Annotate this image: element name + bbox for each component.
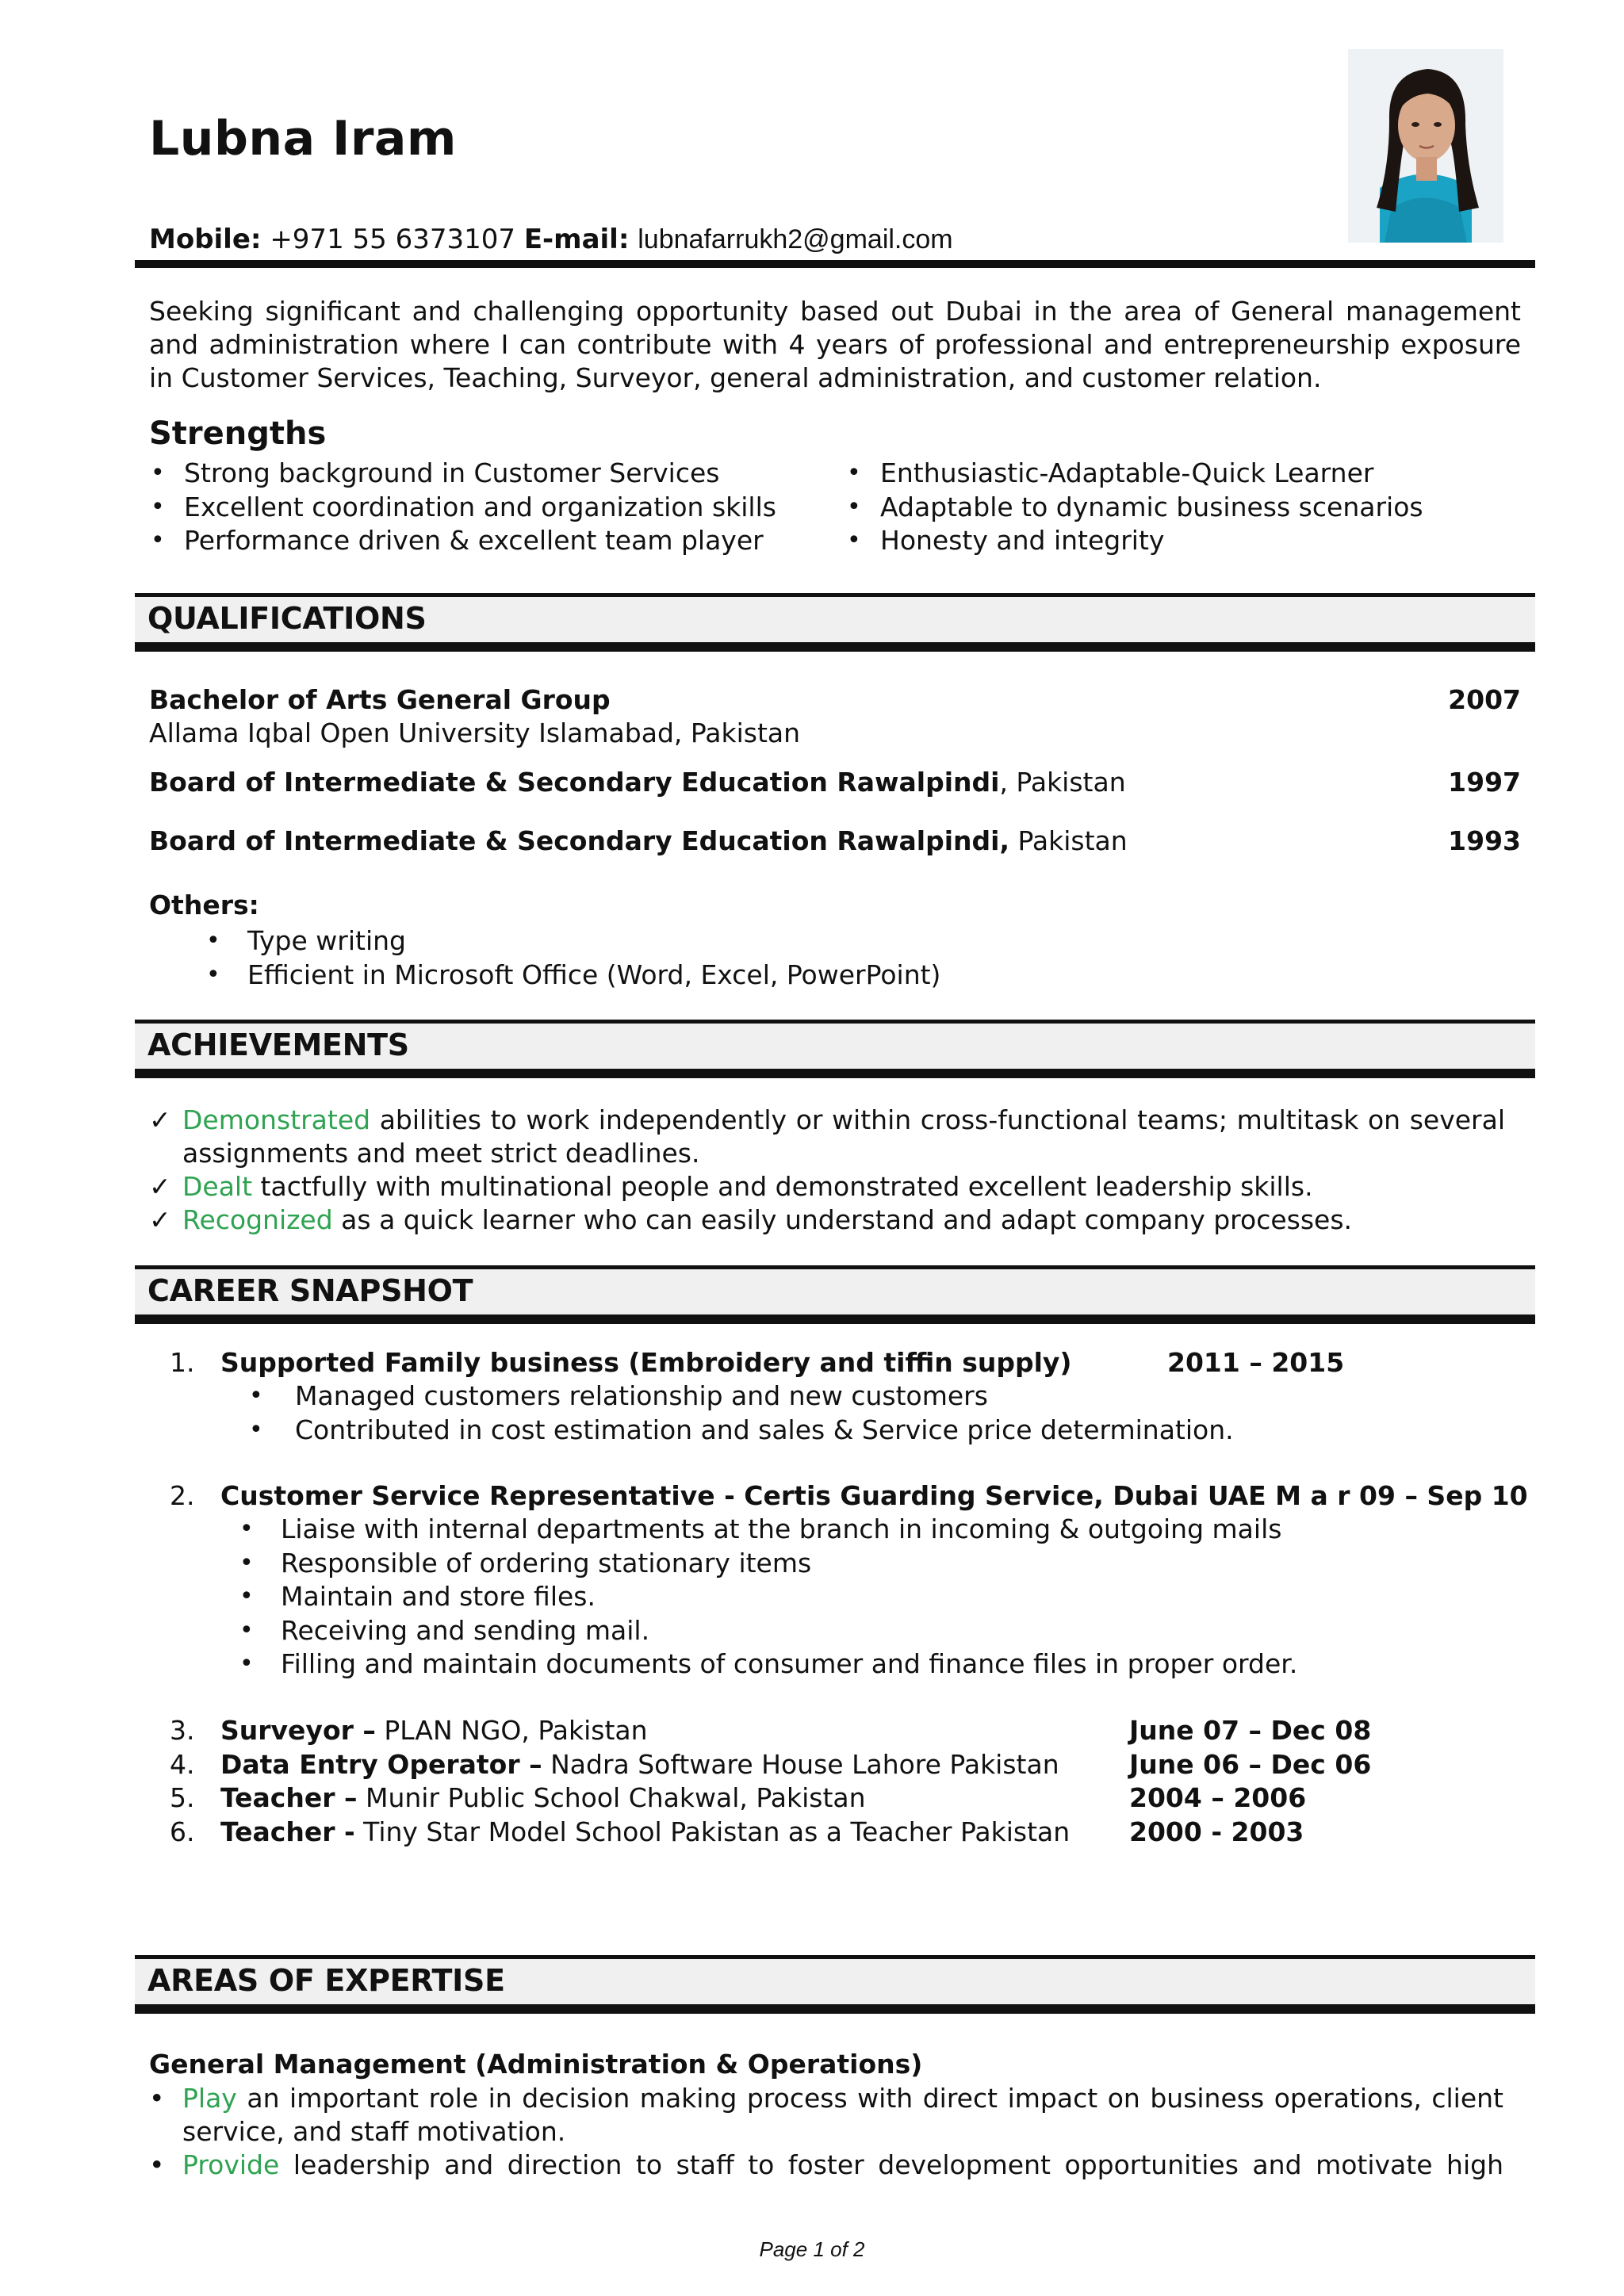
- section-title: AREAS OF EXPERTISE: [147, 1963, 505, 1998]
- job-number: 2.: [170, 1480, 195, 1511]
- bullet-icon: •: [847, 492, 861, 521]
- bullet-icon: •: [249, 1415, 263, 1444]
- section-title: QUALIFICATIONS: [147, 601, 427, 636]
- bullet-icon: •: [151, 492, 165, 521]
- job-title: Supported Family business (Embroidery and tiffin supply): [220, 1347, 1072, 1378]
- job-bullets: [249, 1380, 1234, 1447]
- checkmark-icon: ✓: [149, 1171, 171, 1202]
- email-address[interactable]: lubnafarrukh2@gmail.com: [638, 224, 953, 254]
- strengths-list-left: [151, 457, 776, 558]
- checkmark-icon: ✓: [149, 1204, 171, 1235]
- list-item: • Filling and maintain documents of consumer and finance files in proper order.: [281, 1647, 1297, 1682]
- bullet-icon: •: [206, 927, 220, 955]
- qualification-institution: Allama Iqbal Open University Islamabad, Pakistan: [149, 718, 801, 748]
- qualification-row: Board of Intermediate & Secondary Education Rawalpindi, Pakistan 1993: [149, 825, 1521, 856]
- bullet-icon: •: [206, 960, 220, 989]
- page-footer: Page 1 of 2: [759, 2237, 865, 2261]
- list-item: • Performance driven & excellent team player: [184, 524, 776, 558]
- profile-photo: [1348, 49, 1503, 243]
- list-item: • Maintain and store files.: [281, 1580, 1297, 1614]
- others-label: Others:: [149, 890, 259, 920]
- list-item: • Excellent coordination and organization skills: [184, 491, 776, 525]
- expertise-item: • Provide leadership and direction to staff to foster development opportunities and motivate high: [149, 2149, 1503, 2180]
- mobile-label: Mobile:: [149, 224, 262, 255]
- job-number: 1.: [170, 1347, 195, 1378]
- bullet-icon: •: [249, 1382, 263, 1410]
- achievements-header: [135, 1020, 1535, 1077]
- job-period: 2011 – 2015: [1167, 1347, 1345, 1378]
- list-item: • Managed customers relationship and new customers: [295, 1380, 1234, 1414]
- bullet-icon: •: [847, 459, 861, 487]
- contact-line: [149, 224, 953, 255]
- candidate-name: Lubna Iram: [149, 111, 457, 166]
- header-divider: [135, 260, 1535, 268]
- expertise-item: • Play an important role in decision making process with direct impact on business operations, client service, and staff motivation.: [149, 2083, 1503, 2147]
- list-item: • Adaptable to dynamic business scenarios: [880, 491, 1423, 525]
- strengths-list-right: [847, 457, 1423, 558]
- bullet-icon: •: [847, 526, 861, 554]
- list-item: • Liaise with internal departments at the branch in incoming & outgoing mails: [281, 1513, 1297, 1547]
- bullet-icon: •: [239, 1548, 254, 1577]
- others-list: [206, 924, 941, 992]
- qualifications-header: [135, 593, 1535, 650]
- bullet-icon: •: [149, 2149, 165, 2180]
- list-item: • Type writing: [247, 924, 940, 959]
- list-item: • Honesty and integrity: [880, 524, 1423, 558]
- achievement-item: ✓ Demonstrated abilities to work independently or within cross-functional teams; multitask on several assignments and meet strict deadlines.: [149, 1104, 1505, 1169]
- bullet-icon: •: [239, 1650, 254, 1678]
- strengths-heading: Strengths: [149, 415, 327, 452]
- list-item: • Receiving and sending mail.: [281, 1614, 1297, 1648]
- list-item: • Contributed in cost estimation and sales & Service price determination.: [295, 1414, 1234, 1448]
- bullet-icon: •: [151, 459, 165, 487]
- bullet-icon: •: [239, 1515, 254, 1543]
- list-item: • Efficient in Microsoft Office (Word, Excel, PowerPoint): [247, 959, 940, 993]
- list-item: • Responsible of ordering stationary items: [281, 1547, 1297, 1581]
- list-item: • Enthusiastic-Adaptable-Quick Learner: [880, 457, 1423, 491]
- bullet-icon: •: [149, 2083, 165, 2114]
- achievement-item: ✓ Dealt tactfully with multinational people and demonstrated excellent leadership skills.: [149, 1171, 1313, 1202]
- expertise-subtitle: General Management (Administration & Operations): [149, 2049, 923, 2080]
- checkmark-icon: ✓: [149, 1104, 171, 1135]
- objective-paragraph: Seeking significant and challenging opportunity based out Dubai in the area of General management and administration where I can contribute with 4 years of professional and entrepreneurship exposure in Customer Services, Teaching, Surveyor, general administration, and customer relation.: [149, 296, 1521, 393]
- job-bullets: [239, 1513, 1298, 1682]
- bullet-icon: •: [151, 526, 165, 554]
- bullet-icon: •: [239, 1616, 254, 1644]
- job-title: Customer Service Representative - Certis Guarding Service, Dubai UAE M a r 09 – Sep 10: [220, 1480, 1528, 1511]
- career-header: [135, 1265, 1535, 1322]
- qualification-row: Board of Intermediate & Secondary Education Rawalpindi, Pakistan 1997: [149, 767, 1521, 798]
- email-label: E-mail:: [523, 224, 630, 255]
- mobile-number: +971 55 6373107: [270, 224, 515, 255]
- profile-photo-image: [1348, 49, 1503, 243]
- achievement-item: ✓ Recognized as a quick learner who can easily understand and adapt company processes.: [149, 1204, 1353, 1235]
- list-item: • Strong background in Customer Services: [184, 457, 776, 491]
- section-title: ACHIEVEMENTS: [147, 1027, 409, 1062]
- section-title: CAREER SNAPSHOT: [147, 1273, 473, 1308]
- bullet-icon: •: [239, 1582, 254, 1610]
- qualification-row: Bachelor of Arts General Group 2007: [149, 684, 1521, 715]
- expertise-header: [135, 1955, 1535, 2012]
